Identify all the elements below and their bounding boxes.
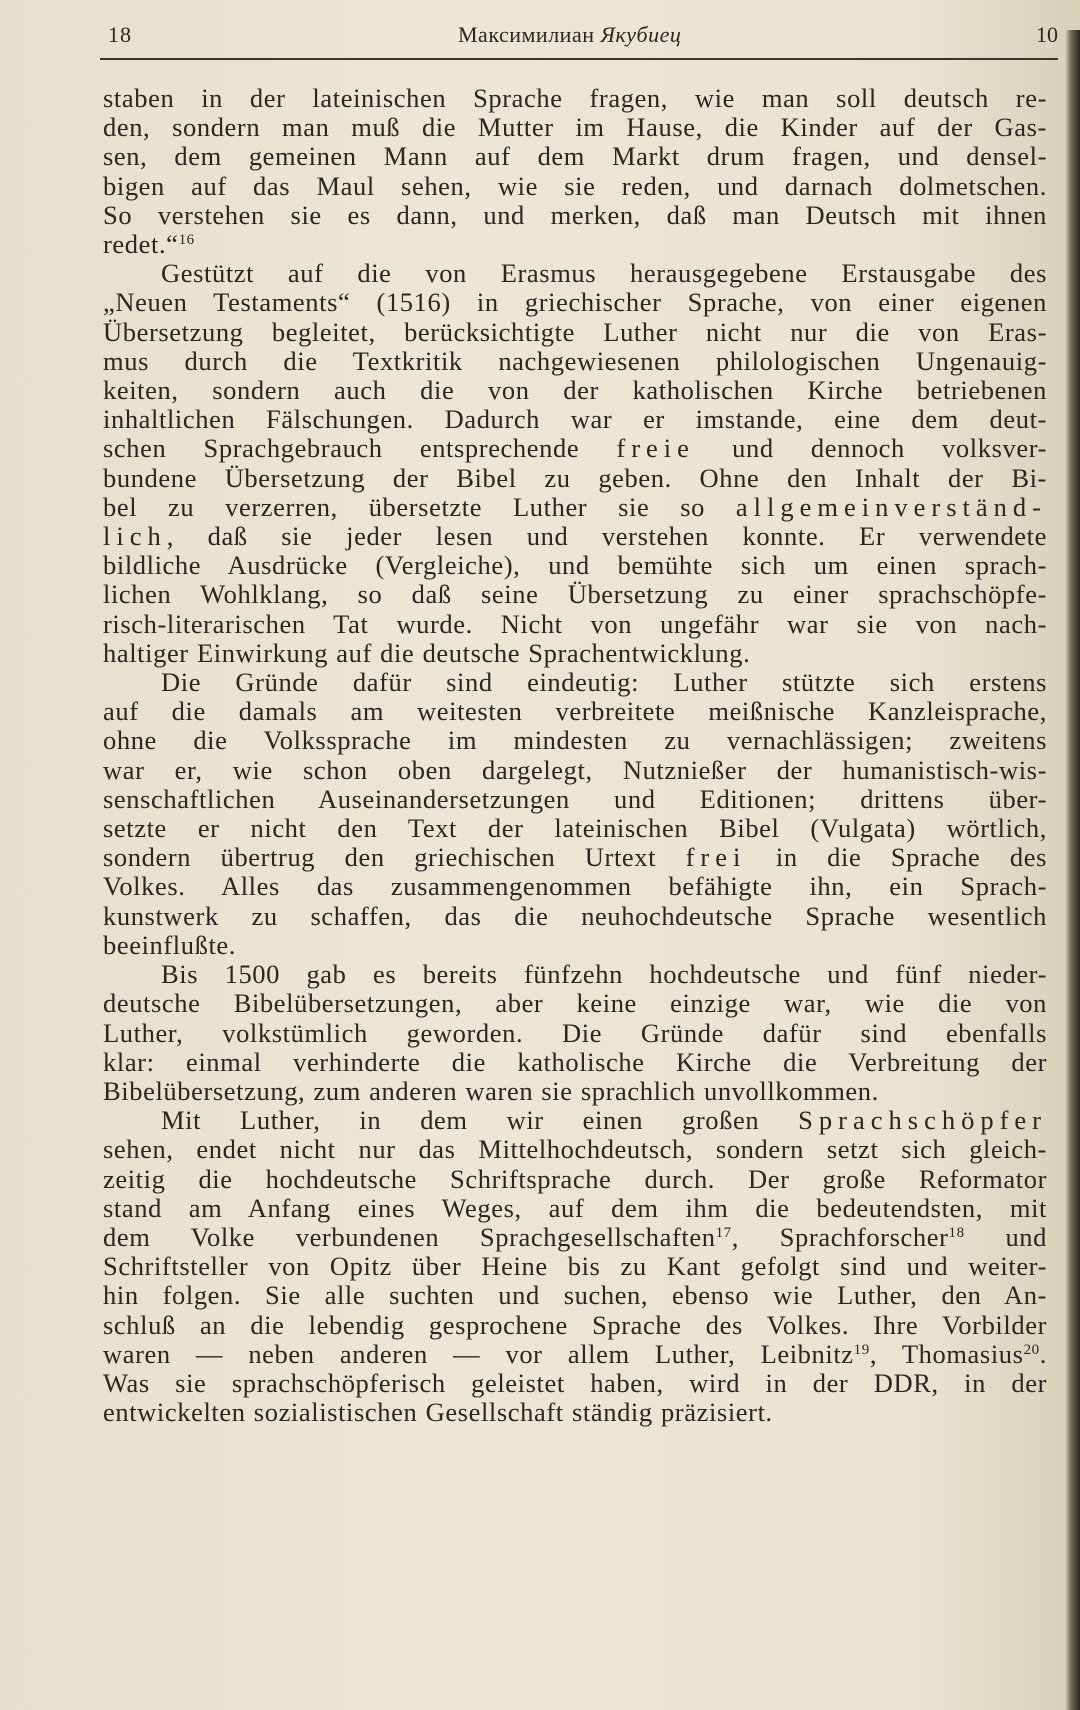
text-line — [103, 230, 1047, 259]
text-line: Die Gründe dafür sind eindeutig: Luther stützte sich erstens — [161, 668, 1047, 698]
text-line: entwickelten sozialistischen Gesellschaft ständig präzisiert. — [103, 1398, 773, 1428]
text-line: klar: einmal verhinderte die katholische Kirche die Verbreitung der — [103, 1047, 1047, 1077]
text-line: Bibelübersetzung, zum anderen waren sie sprachlich unvollkommen. — [103, 1076, 879, 1106]
text-line: bigen auf das Maul sehen, wie sie reden, und darnach dolmetschen. — [103, 171, 1047, 201]
paragraph-erasmus — [103, 259, 1047, 668]
text-line: inhaltlichen Fälschungen. Dadurch war er imstande, eine dem deut- — [103, 405, 1047, 435]
spaced-word-allgemeinverstaendlich: allgemeinverständ- — [735, 492, 1047, 522]
text-line: Was sie sprachschöpferisch geleistet haben, wird in der DDR, in der — [103, 1368, 1047, 1398]
text-run: und — [964, 1222, 1047, 1252]
text-line: risch-literarischen Tat wurde. Nicht von ungefähr war sie von nach- — [103, 609, 1047, 639]
text-line: keiten, sondern auch die von der katholischen Kirche betriebenen — [103, 376, 1047, 406]
text-line: bildliche Ausdrücke (Vergleiche), und bemühte sich um einen sprach- — [103, 551, 1047, 581]
text-run: , daß sie jeder lesen und verstehen konnte. Er verwendete — [166, 522, 1047, 552]
text-line — [103, 522, 1047, 551]
text-line: Volkes. Alles das zusammengenommen befähigte ihn, ein Sprach- — [103, 872, 1047, 902]
text-run: bel zu verzerren, übersetzte Luther sie so — [103, 492, 736, 522]
paragraph-gruende — [103, 668, 1047, 960]
author-name-italic: Якубиец — [600, 22, 682, 47]
text-line — [103, 434, 1047, 463]
text-run: sondern übertrug den griechischen Urtext — [103, 843, 686, 873]
page-number: 18 — [108, 22, 132, 47]
paragraph-quote-end — [103, 84, 1047, 259]
footnote-ref-17: 17 — [715, 1224, 732, 1241]
text-line: mus durch die Textkritik nachgewiesenen philologischen Ungenauig- — [103, 346, 1047, 376]
header-right-mark: 10 — [1036, 22, 1058, 47]
text-run: , Sprachforscher — [731, 1222, 949, 1252]
text-line: sen, dem gemeinen Mann auf dem Markt drum fragen, und densel- — [103, 142, 1047, 172]
text-run: Mit Luther, in dem wir einen großen — [161, 1106, 799, 1136]
text-line: stand am Anfang eines Weges, auf dem ihm die bedeutendsten, mit — [103, 1193, 1047, 1223]
text-line: Schriftsteller von Opitz über Heine bis zu Kant gefolgt sind und weiter- — [103, 1252, 1047, 1282]
text-line: zeitig die hochdeutsche Schriftsprache durch. Der große Reformator — [103, 1164, 1047, 1194]
spaced-word-lich: lich — [103, 522, 167, 552]
text-run: , Thomasius — [869, 1339, 1024, 1369]
text-line: schluß an die lebendig gesprochene Sprache des Volkes. Ihre Vorbilder — [103, 1310, 1047, 1340]
text-run: waren — neben anderen — vor allem Luther, Leibnitz — [103, 1339, 854, 1369]
text-line: auf die damals am weitesten verbreitete meißnische Kanzleisprache, — [103, 697, 1047, 727]
text-line: Gestützt auf die von Erasmus herausgegebene Erstausgabe des — [161, 259, 1047, 289]
text-line — [103, 1340, 1047, 1369]
text-line: Bis 1500 gab es bereits fünfzehn hochdeutsche und fünf nieder- — [161, 960, 1047, 990]
running-head-author — [458, 22, 681, 48]
text-line — [103, 1106, 1047, 1135]
text-line — [103, 843, 1047, 872]
author-name-plain: Максимилиан — [458, 22, 601, 47]
text-line: staben in der lateinischen Sprache fragen, wie man soll deutsch re- — [103, 84, 1047, 113]
text-line: kunstwerk zu schaffen, das die neuhochdeutsche Sprache wesentlich — [103, 901, 1047, 931]
text-line: hin folgen. Sie alle suchten und suchen, ebenso wie Luther, den An- — [103, 1281, 1047, 1311]
body-text — [103, 84, 1047, 1427]
footnote-ref-20: 20 — [1023, 1341, 1040, 1358]
text-line: Übersetzung begleitet, berücksichtigte Luther nicht nur die von Eras- — [103, 317, 1047, 347]
text-line: setzte er nicht den Text der lateinischen Bibel (Vulgata) wörtlich, — [103, 814, 1047, 844]
text-line — [103, 1223, 1047, 1252]
text-line: war er, wie schon oben dargelegt, Nutznießer der humanistisch-wis- — [103, 755, 1047, 785]
spaced-word-freie: freie — [616, 434, 695, 464]
footnote-ref-18: 18 — [948, 1224, 965, 1241]
text-line: Luther, volkstümlich geworden. Die Gründe dafür sind ebenfalls — [103, 1018, 1047, 1048]
text-run: . — [1039, 1339, 1047, 1369]
text-line: bundene Übersetzung der Bibel zu geben. Ohne den Inhalt der Bi- — [103, 463, 1047, 493]
text-line: senschaftlichen Auseinandersetzungen und Editionen; drittens über- — [103, 784, 1047, 814]
spaced-word-sprachschoepfer: Sprachschöpfer — [798, 1106, 1047, 1136]
text-line: lichen Wohlklang, so daß seine Übersetzung zu einer sprachschöpfe- — [103, 580, 1047, 610]
text-run: dem Volke verbundenen Sprachgesellschaften — [103, 1222, 716, 1252]
spaced-word-frei: frei — [685, 843, 747, 873]
text-run: redet.“ — [103, 230, 179, 260]
text-line: „Neuen Testaments“ (1516) in griechischer Sprache, von einer eigenen — [103, 288, 1047, 318]
text-run: und dennoch volksver- — [694, 434, 1047, 464]
text-line: deutsche Bibelübersetzungen, aber keine einzige war, wie die von — [103, 989, 1047, 1019]
text-line: sehen, endet nicht nur das Mittelhochdeutsch, sondern setzt sich gleich- — [103, 1135, 1047, 1165]
text-run: schen Sprachgebrauch entsprechende — [103, 434, 617, 464]
text-line: beeinflußte. — [103, 930, 237, 960]
footnote-ref-16: 16 — [178, 232, 195, 249]
paragraph-mit-luther — [103, 1106, 1047, 1427]
footnote-ref-19: 19 — [853, 1341, 870, 1358]
text-line: ohne die Volkssprache im mindesten zu vernachlässigen; zweitens — [103, 726, 1047, 756]
header-rule — [100, 58, 1058, 60]
text-run: in die Sprache des — [746, 843, 1047, 873]
page-edge-shadow — [1066, 30, 1080, 1710]
text-line: den, sondern man muß die Mutter im Hause, die Kinder auf der Gas- — [103, 113, 1047, 143]
text-line — [103, 493, 1047, 522]
running-header — [108, 22, 1058, 56]
text-line: So verstehen sie es dann, und merken, daß man Deutsch mit ihnen — [103, 200, 1047, 230]
paragraph-bis-1500 — [103, 960, 1047, 1106]
text-line: haltiger Einwirkung auf die deutsche Sprachentwicklung. — [103, 638, 751, 668]
